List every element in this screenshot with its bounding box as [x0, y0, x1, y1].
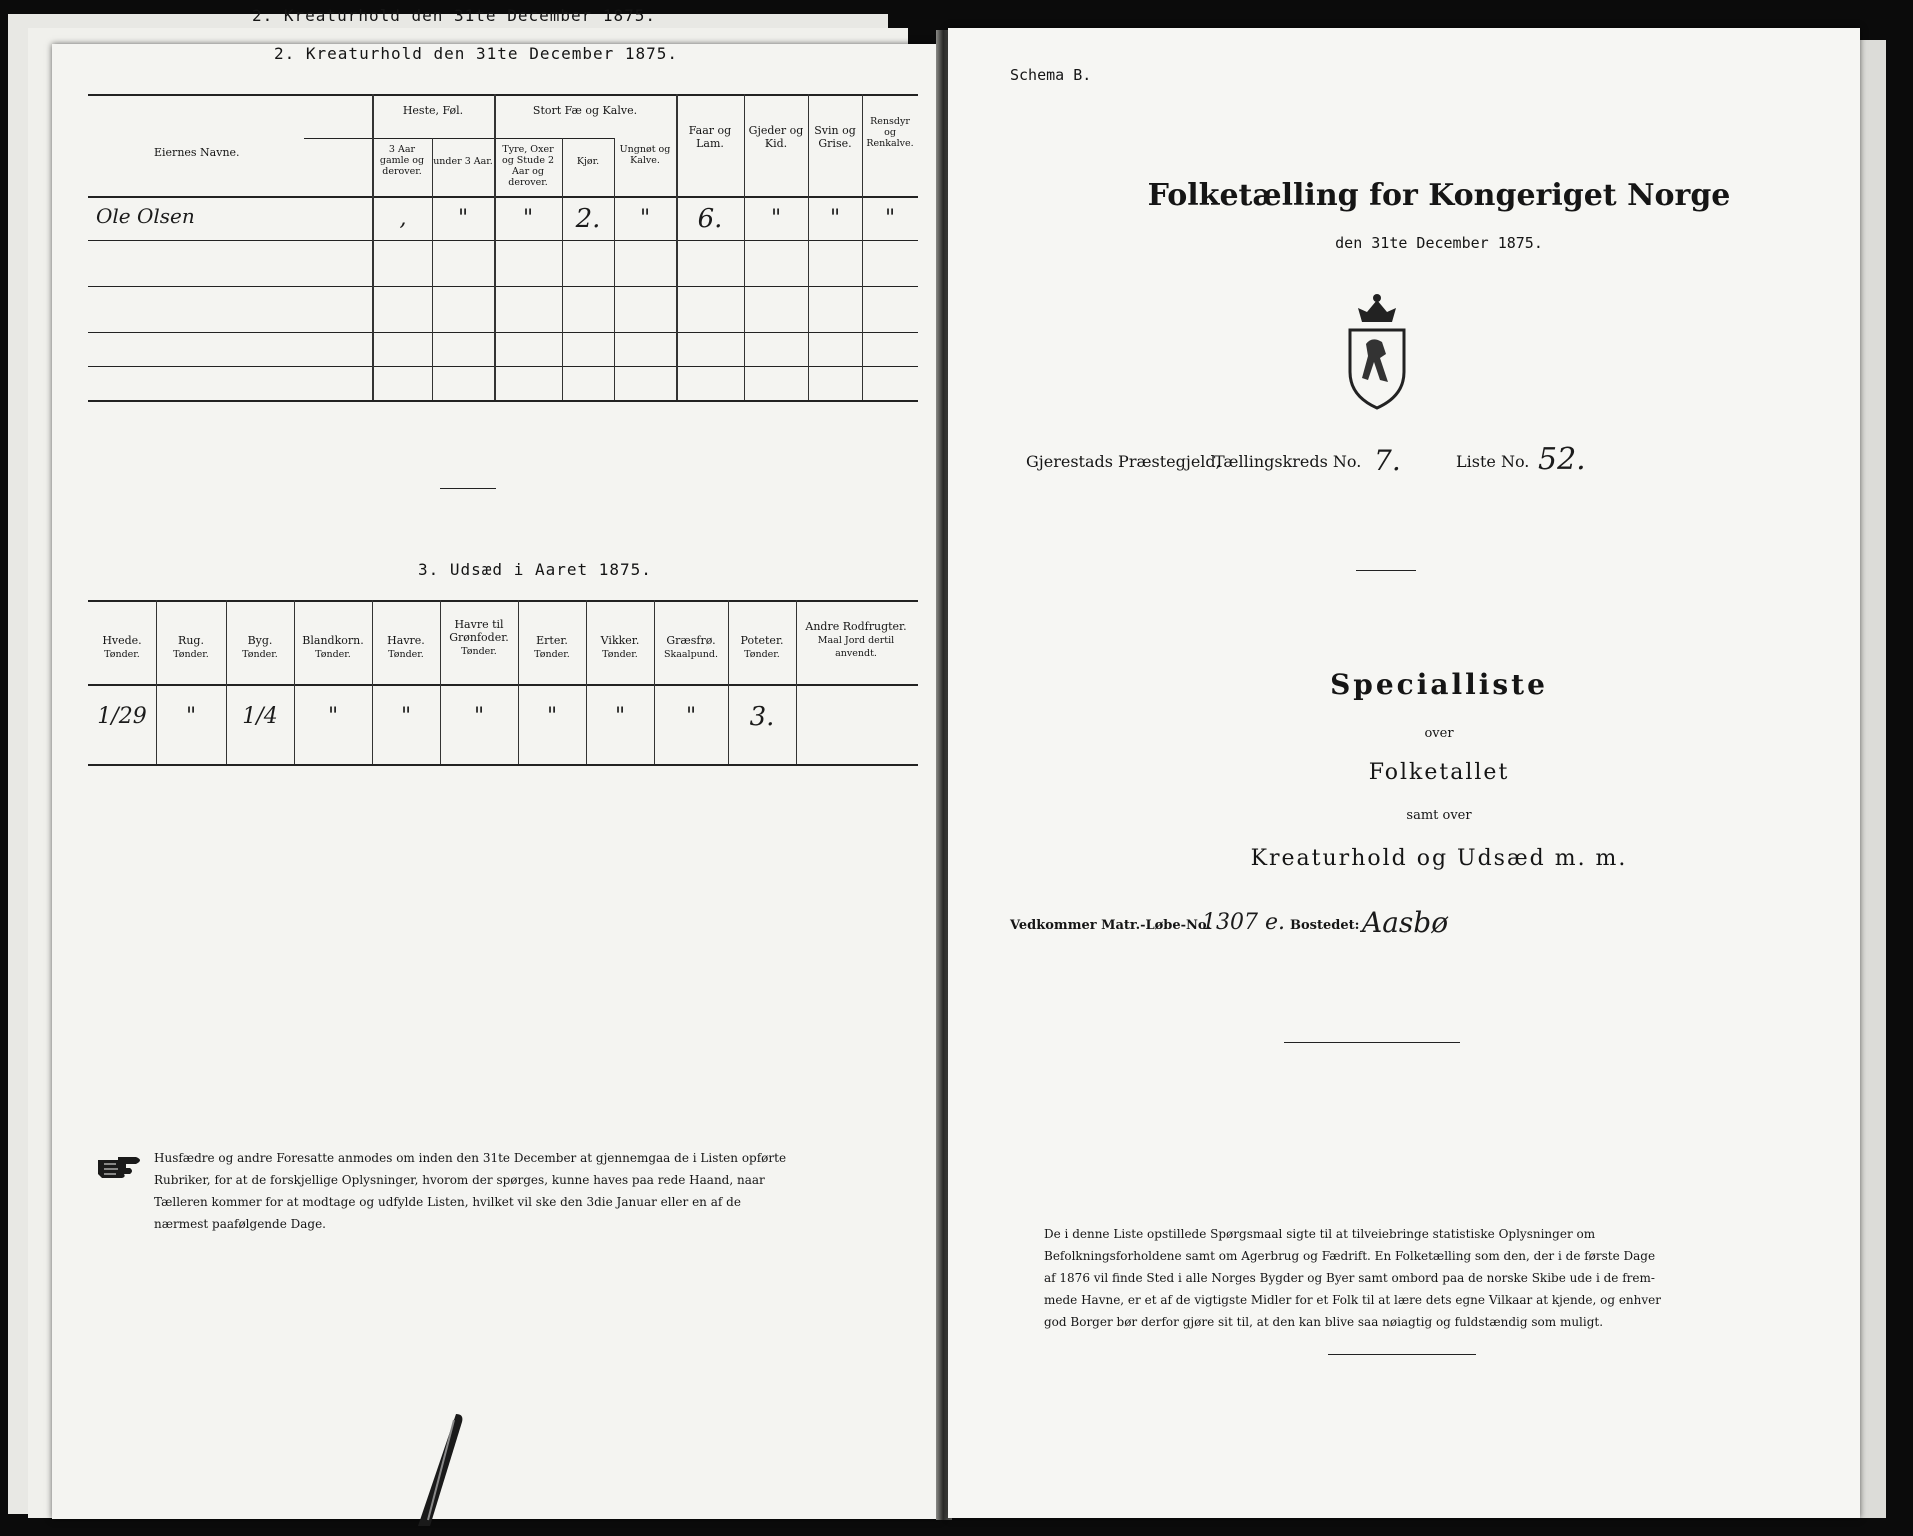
- subcol-cows: Kjør.: [576, 156, 600, 167]
- col-pigs: Svin og Grise.: [814, 124, 856, 150]
- t2-col-line: [494, 94, 496, 400]
- t3-col-line: [156, 600, 157, 764]
- crop-value: 1/29: [97, 704, 147, 729]
- cell-value: ": [884, 206, 896, 231]
- notice-line: Husfædre og andre Foresatte anmodes om inden den 31te December at gjennemgaa de i Listen opførte: [154, 1151, 787, 1165]
- footer-line: god Borger bør derfor gjøre sit til, at den kan blive saa nøiagtig og fuldstændig som muligt.: [1044, 1315, 1604, 1329]
- cell-value: ": [829, 206, 841, 231]
- right-page: [948, 28, 1860, 1518]
- matr-no: 1307 e.: [1202, 910, 1285, 935]
- t2-top-rule: [88, 94, 918, 96]
- t2-col-line: [614, 138, 615, 400]
- t3-col-line: [586, 600, 587, 764]
- t2-bottom-rule: [88, 400, 918, 402]
- t3-col-line: [518, 600, 519, 764]
- crop-rug: Rug. Tønder.: [173, 634, 209, 660]
- subcol-bulls: Tyre, Oxer og Stude 2 Aar og derover.: [501, 144, 555, 188]
- crop-value: 3.: [749, 702, 775, 732]
- t3-top-rule: [88, 600, 918, 602]
- census-title: Folketælling for Kongeriget Norge: [1147, 178, 1731, 213]
- partial-header: 2. Kreaturhold den 31te December 1875.: [252, 6, 657, 25]
- t2-col-line: [744, 94, 745, 400]
- parish: Gjerestads Præstegjeld,: [1026, 452, 1221, 471]
- cell-value: ,: [399, 206, 407, 231]
- cell-value: 2.: [575, 204, 601, 234]
- crop-havre-gron: Havre til Grønfoder. Tønder.: [449, 618, 509, 657]
- matr-label: Vedkommer Matr.-Løbe-No.: [1010, 918, 1211, 933]
- crop-erter: Erter. Tønder.: [534, 634, 570, 660]
- crop-poteter: Poteter. Tønder.: [740, 634, 784, 660]
- group-horses: Heste, Føl.: [402, 104, 464, 117]
- back-sheet-right: [1860, 40, 1886, 1518]
- crop-andre: Andre Rodfrugter. Maal Jord dertil anvendt.: [805, 620, 907, 659]
- col-sheep: Faar og Lam.: [688, 124, 732, 150]
- t2-col-line: [432, 138, 433, 400]
- left-page: [52, 6, 942, 1519]
- footer-line: Befolkningsforholdene samt om Agerbrug og Fædrift. En Folketælling som den, der i de første Dage: [1044, 1249, 1656, 1263]
- crop-value: ": [327, 704, 339, 729]
- subcol-young: Ungnøt og Kalve.: [619, 144, 671, 166]
- section2-title: 2. Kreaturhold den 31te December 1875.: [274, 44, 679, 63]
- list-label: Liste No.: [1456, 452, 1530, 471]
- crop-havre: Havre. Tønder.: [387, 634, 425, 660]
- cell-value: 6.: [697, 204, 723, 234]
- district-no: 7.: [1374, 444, 1401, 477]
- notice-line: Rubriker, for at de forskjellige Oplysninger, hvorom der spørges, kunne haves paa rede Haand, naar: [154, 1173, 765, 1187]
- divider: [1284, 1042, 1460, 1043]
- footer-line: af 1876 vil finde Sted i alle Norges Bygder og Byer samt ombord paa de norske Skibe ude i de frem-: [1044, 1271, 1655, 1285]
- col-goats: Gjeder og Kid.: [748, 124, 804, 150]
- crop-value: ": [546, 704, 558, 729]
- t2-row-rule: [88, 240, 918, 241]
- col-reindeer: Rensdyr og Renkalve.: [866, 116, 914, 149]
- cell-value: ": [770, 206, 782, 231]
- t2-head-rule: [88, 196, 918, 198]
- owner-name: Ole Olsen: [96, 204, 195, 228]
- t3-head-rule: [88, 684, 918, 686]
- subcol-horses-3yr: 3 Aar gamle og derover.: [379, 144, 425, 177]
- pen-icon: [410, 1410, 470, 1530]
- footer-line: mede Havne, er et af de vigtigste Midler for et Folk til at lære dets egne Vilkaar at kjende, og enhver: [1044, 1293, 1662, 1307]
- crop-graesfro: Græsfrø. Skaalpund.: [663, 634, 719, 660]
- divider: [1328, 1354, 1476, 1355]
- kreaturhold-title: Kreaturhold og Udsæd m. m.: [1250, 846, 1628, 871]
- bosted-value: Aasbø: [1362, 906, 1449, 939]
- crop-value: ": [685, 704, 697, 729]
- t2-row-rule: [88, 286, 918, 287]
- folketallet: Folketallet: [1368, 760, 1510, 785]
- crop-value: ": [614, 704, 626, 729]
- section3-title: 3. Udsæd i Aaret 1875.: [418, 560, 652, 579]
- cell-value: ": [457, 206, 469, 231]
- t2-row-rule: [88, 366, 918, 367]
- notice-line: Tælleren kommer for at modtage og udfylde Listen, hvilket vil ske den 3die Januar eller en af de: [154, 1195, 741, 1209]
- t3-col-line: [226, 600, 227, 764]
- crop-byg: Byg. Tønder.: [242, 634, 278, 660]
- cell-value: ": [522, 206, 534, 231]
- over-label: over: [1424, 726, 1454, 741]
- divider: [1356, 570, 1416, 571]
- crop-value: ": [185, 704, 197, 729]
- crop-blandkorn: Blandkorn. Tønder.: [302, 634, 364, 660]
- crop-value: 1/4: [242, 704, 278, 729]
- crop-value: ": [473, 704, 485, 729]
- t3-col-line: [728, 600, 729, 764]
- footer-line: De i denne Liste opstillede Spørgsmaal sigte til at tilveiebringe statistiske Oplysninger om: [1044, 1227, 1596, 1241]
- t2-col-line: [372, 94, 374, 400]
- t3-bottom-rule: [88, 764, 918, 766]
- t2-col-line: [562, 138, 563, 400]
- coat-of-arms-icon: [1342, 292, 1412, 412]
- t3-col-line: [294, 600, 295, 764]
- crop-hvede: Hvede. Tønder.: [102, 634, 142, 660]
- group-cattle: Stort Fæ og Kalve.: [532, 104, 638, 117]
- specialliste-title: Specialliste: [1330, 668, 1548, 701]
- schema-label: Schema B.: [1010, 66, 1092, 84]
- district-label: Tællingskreds No.: [1214, 452, 1362, 471]
- samt-over: samt over: [1406, 808, 1472, 823]
- cell-value: ": [639, 206, 651, 231]
- census-date: den 31te December 1875.: [1335, 234, 1543, 252]
- t3-col-line: [372, 600, 373, 764]
- list-no: 52.: [1538, 442, 1586, 477]
- crop-vikker: Vikker. Tønder.: [600, 634, 640, 660]
- owner-col-header: Eiernes Navne.: [154, 146, 240, 159]
- pointing-hand-icon: [96, 1154, 146, 1180]
- divider: [440, 488, 496, 489]
- crop-value: ": [400, 704, 412, 729]
- subcol-horses-under3: under 3 Aar.: [433, 156, 493, 167]
- notice-line: nærmest paafølgende Dage.: [154, 1217, 326, 1231]
- t2-col-line: [808, 94, 809, 400]
- t2-row-rule: [88, 332, 918, 333]
- bosted-label: Bostedet:: [1290, 918, 1360, 933]
- t3-col-line: [654, 600, 655, 764]
- t2-group-rule: [304, 138, 614, 139]
